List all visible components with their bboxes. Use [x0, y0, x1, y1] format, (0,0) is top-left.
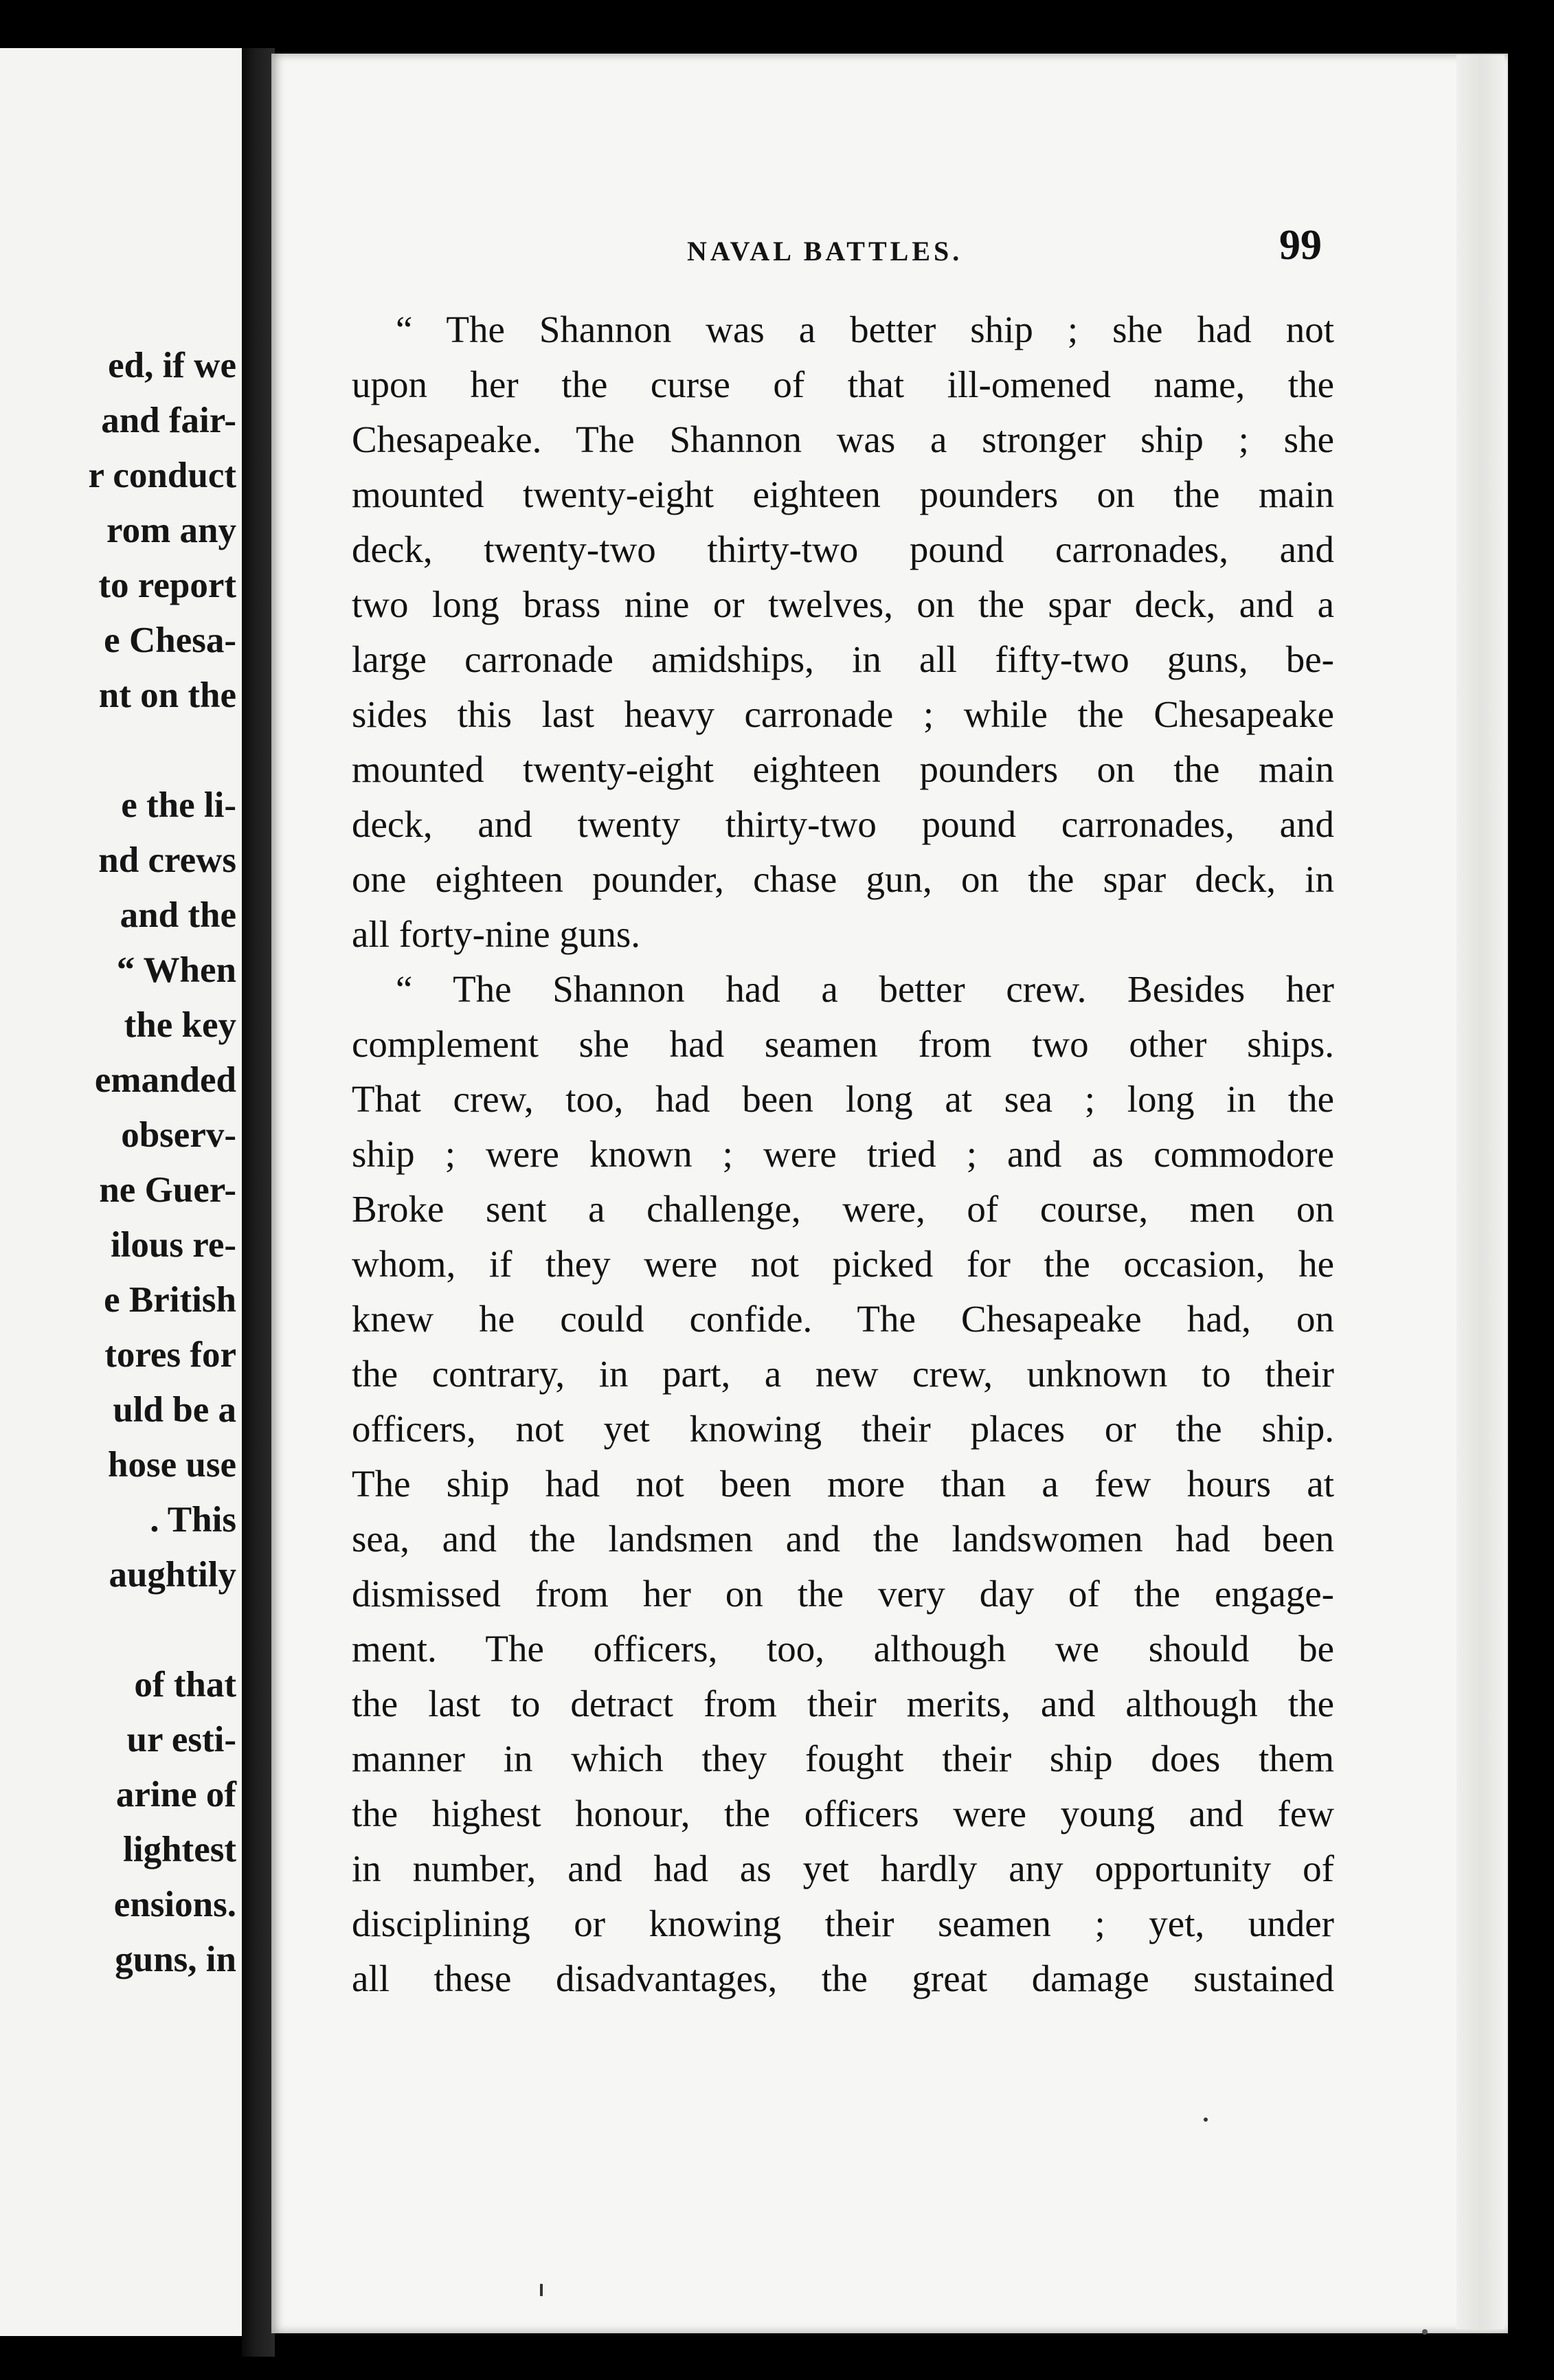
- left-fragment: lightest: [123, 1830, 236, 1870]
- text-line: the last to detract from their merits, and although the: [352, 1683, 1334, 1725]
- page-number: 99: [1279, 222, 1322, 269]
- text-line: all forty-nine guns.: [352, 914, 641, 955]
- text-line: Chesapeake. The Shannon was a stronger ship ; she: [352, 419, 1334, 460]
- left-fragment: “ When: [116, 950, 236, 990]
- left-fragment: ne Guer-: [99, 1170, 236, 1210]
- left-fragment: emanded: [94, 1060, 236, 1100]
- text-line: “ The Shannon had a better crew. Besides her: [396, 969, 1334, 1010]
- left-fragment: hose use: [107, 1445, 236, 1485]
- text-line: mounted twenty-eight eighteen pounders on the main: [352, 749, 1334, 790]
- left-fragment: ur esti-: [126, 1720, 236, 1760]
- left-fragment: uld be a: [113, 1390, 236, 1430]
- left-fragment: ed, if we: [108, 346, 236, 385]
- text-line: disciplining or knowing their seamen ; yet, under: [352, 1903, 1334, 1944]
- left-fragment: r conduct: [88, 456, 236, 495]
- running-head: NAVAL BATTLES.: [687, 236, 963, 267]
- text-line: ment. The officers, too, although we should be: [352, 1628, 1334, 1670]
- left-fragment: e the li-: [121, 785, 236, 825]
- text-line: manner in which they fought their ship does them: [352, 1738, 1334, 1780]
- left-facing-page: [0, 48, 242, 2336]
- left-fragment: arine of: [115, 1775, 236, 1815]
- left-fragment: nt on the: [98, 675, 236, 715]
- left-fragment: e British: [104, 1280, 236, 1320]
- left-fragment: to report: [98, 565, 236, 605]
- text-line: in number, and had as yet hardly any opportunity of: [352, 1848, 1334, 1889]
- text-line: upon her the curse of that ill-omened name, the: [352, 364, 1334, 405]
- left-fragment: observ-: [121, 1115, 236, 1155]
- text-line: large carronade amidships, in all fifty-two guns, be-: [352, 639, 1334, 680]
- text-line: whom, if they were not picked for the occasion, he: [352, 1244, 1334, 1285]
- left-fragment: aughtily: [109, 1555, 236, 1595]
- paper-speck: [1204, 2118, 1208, 2122]
- text-line: That crew, too, had been long at sea ; long in the: [352, 1079, 1334, 1120]
- text-line: knew he could confide. The Chesapeake had, on: [352, 1299, 1334, 1340]
- left-fragment: and the: [120, 895, 236, 935]
- left-fragment: ensions.: [113, 1885, 236, 1924]
- left-fragment: and fair-: [101, 401, 236, 440]
- text-line: sea, and the landsmen and the landswomen had been: [352, 1518, 1334, 1560]
- text-line: Broke sent a challenge, were, of course, men on: [352, 1189, 1334, 1230]
- paper-speck: [1422, 2329, 1428, 2335]
- left-fragment: tores for: [104, 1335, 236, 1375]
- text-line: deck, twenty-two thirty-two pound carronades, and: [352, 529, 1334, 570]
- left-fragment: of that: [134, 1665, 236, 1705]
- left-fragment: nd crews: [98, 840, 236, 880]
- left-fragment: the key: [124, 1005, 236, 1045]
- text-line: sides this last heavy carronade ; while the Chesapeake: [352, 694, 1334, 735]
- paper-speck: [540, 2284, 543, 2296]
- text-line: one eighteen pounder, chase gun, on the spar deck, in: [352, 859, 1334, 900]
- text-line: dismissed from her on the very day of the engage-: [352, 1573, 1334, 1615]
- text-line: all these disadvantages, the great damage sustained: [352, 1958, 1334, 1999]
- book-gutter: [242, 48, 275, 2357]
- left-fragment: rom any: [106, 510, 236, 550]
- text-line: mounted twenty-eight eighteen pounders on the main: [352, 474, 1334, 515]
- left-fragment: guns, in: [115, 1940, 236, 1979]
- page-edge: [1456, 55, 1505, 2329]
- left-fragment: . This: [150, 1500, 236, 1540]
- left-fragment: ilous re-: [110, 1225, 236, 1265]
- text-line: the contrary, in part, a new crew, unknown to their: [352, 1354, 1334, 1395]
- text-line: ship ; were known ; were tried ; and as commodore: [352, 1134, 1334, 1175]
- text-line: officers, not yet knowing their places or the ship.: [352, 1408, 1334, 1450]
- text-line: “ The Shannon was a better ship ; she had not: [396, 309, 1334, 350]
- text-line: two long brass nine or twelves, on the spar deck, and a: [352, 584, 1334, 625]
- text-line: The ship had not been more than a few hours at: [352, 1463, 1334, 1505]
- text-line: complement she had seamen from two other ships.: [352, 1024, 1334, 1065]
- left-fragment: e Chesa-: [104, 620, 236, 660]
- text-line: deck, and twenty thirty-two pound carronades, and: [352, 804, 1334, 845]
- text-line: the highest honour, the officers were young and few: [352, 1793, 1334, 1834]
